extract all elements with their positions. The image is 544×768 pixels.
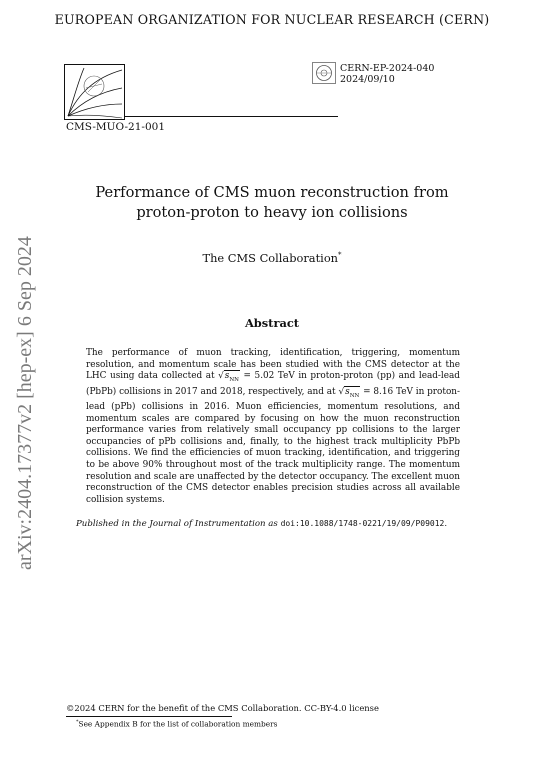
- cms-report-id: CMS-MUO-21-001: [66, 121, 166, 133]
- authors: [0, 251, 544, 265]
- organization-header: EUROPEAN ORGANIZATION FOR NUCLEAR RESEARCH (CERN): [54, 12, 490, 27]
- publication-suffix: .: [444, 519, 448, 529]
- publication-prefix: Published in the Journal of Instrumentation as: [76, 519, 281, 529]
- footnote: [76, 719, 277, 728]
- publication-note: [76, 519, 447, 529]
- footnote-mark: *: [76, 719, 79, 725]
- arxiv-stamp: arXiv:2404.17377v2 [hep-ex] 6 Sep 2024: [14, 236, 36, 570]
- header-rule: [124, 116, 338, 117]
- cern-logo: [312, 62, 336, 84]
- footnote-rule: [66, 716, 232, 717]
- title-line-2: proton-proton to heavy ion collisions: [136, 204, 408, 221]
- doi-link[interactable]: doi:10.1088/1748-0221/19/09/P09012: [280, 519, 445, 528]
- sqrt-snn-2: $√s_{NN}$: [338, 386, 360, 399]
- cms-logo: [64, 64, 128, 120]
- title-line-1: Performance of CMS muon reconstruction from: [95, 184, 449, 201]
- paper-title: [0, 183, 544, 223]
- author-footnote-mark: *: [338, 251, 342, 260]
- report-date: 2024/09/10: [340, 73, 395, 85]
- abstract-part-3: = 8.16 TeV in proton-lead (pPb) collisions in 2016. Muon efficiencies, momentum resolutions, and momentum scales are compared by focusing on how the muon reconstruction performance varies from relatively small occupancy pp collisions to the larger occupancies of pPb collisions and, finally, to the highest track multiplicity PbPb collisions. We find the efficiencies of muon tracking, identification, and triggering to be above 90% throughout most of the track multiplicity range. The momentum resolution and scale are unaffected by the detector occupancy. The excellent muon reconstruction of the CMS detector enables precision studies across all available collision systems.: [86, 386, 461, 505]
- sqrt-snn-1: $√s_{NN}$: [218, 371, 239, 383]
- footnote-text: See Appendix B for the list of collaboration members: [78, 719, 278, 729]
- abstract-part-2: = 5.02 TeV in proton-proton (pp) and lead-lead (PbPb) collisions in 2017 and 2018, respectively, and at: [86, 371, 460, 397]
- abstract-part-1: The performance of muon tracking, identification, triggering, momentum resolution, and momentum scale has been studied with the CMS detector at the LHC using data collected at: [86, 348, 460, 382]
- abstract-heading: Abstract: [244, 316, 300, 330]
- author-name: The CMS Collaboration: [202, 251, 339, 265]
- ep-preprint-id: [340, 64, 434, 85]
- abstract-text: [86, 348, 460, 506]
- license-note: ©2024 CERN for the benefit of the CMS Collaboration. CC-BY-4.0 license: [66, 703, 379, 713]
- ep-number: CERN-EP-2024-040: [340, 63, 435, 74]
